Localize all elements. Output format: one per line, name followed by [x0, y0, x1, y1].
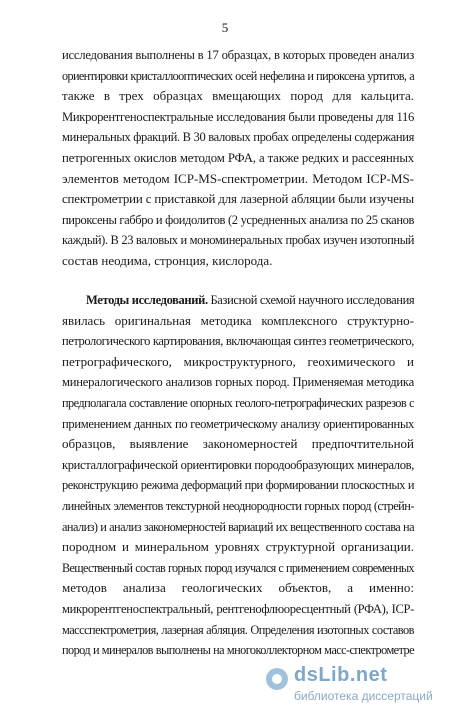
paragraph-1: [62, 45, 414, 272]
paragraph-2: [62, 290, 414, 661]
text-line: предполагала составление опорных геолого-петрографических разрезов с: [62, 395, 414, 410]
text-line-first: [62, 290, 414, 311]
text-line: методов анализа геологических объектов, а именно:: [62, 580, 414, 596]
text-line: Микрорентгеноспектральные исследования были проведены для 116: [62, 109, 414, 124]
text-line: реконструкцию режима деформаций при формировании плоскостных и: [62, 478, 414, 493]
text-line: микрорентгеноспектральный, рентгенофлюоресцентный (РФА), ICP-: [62, 601, 414, 616]
text-line: также в трех образцах вмещающих пород для кальцита.: [62, 88, 414, 104]
text-line: петрологического картирования, включающая синтез геометрического,: [62, 334, 414, 349]
text-line: петрогенных окислов методом РФА, а также редких и рассеянных: [62, 150, 414, 165]
text-line: каждый). В 23 валовых и мономинеральных пробах изучен изотопный: [62, 233, 414, 248]
section-heading: Методы исследований.: [86, 293, 208, 307]
text-line: пироксены габбро и фоидолитов (2 усредненных анализа по 25 сканов: [62, 212, 414, 227]
text-line: Вещественный состав горных пород изучался с применением современных: [62, 560, 414, 575]
text-line: минеральных фракций. В 30 валовых пробах определены содержания: [62, 130, 414, 145]
text-line: явилась оригинальная методика комплексного структурно-: [62, 312, 414, 328]
text-line: петрографического, микроструктурного, геохимического и: [62, 353, 414, 369]
text-line: минералогического анализов горных пород. Применяемая методика: [62, 375, 414, 390]
text-line: применением данных по геометрическому анализу ориентированных: [62, 416, 414, 431]
watermark-brand: dsLib.net: [294, 664, 388, 686]
text-line: массспектрометрия, лазерная абляция. Определения изотопных составов: [62, 622, 414, 637]
text-line-rest: Базисной схемой научного исследования: [210, 293, 415, 307]
logo-icon: [266, 668, 288, 690]
text-line: ориентировки кристаллооптических осей нефелина и пироксена уртитов, а: [62, 68, 414, 83]
text-line: исследования выполнены в 17 образцах, в которых проведен анализ: [62, 48, 414, 62]
text-line: спектрометрии с приставкой для лазерной абляции были изучены: [62, 192, 414, 207]
text-line: анализ) и анализ закономерностей вариаций их вещественного состава на: [62, 519, 414, 534]
watermark-tagline: библиотека диссертаций: [294, 689, 433, 703]
page-number: 5: [221, 20, 229, 35]
watermark: [266, 664, 436, 708]
text-line: элементов методом ICP-MS-спектрометрии. Методом ICP-MS-: [62, 170, 414, 186]
text-line: линейных элементов текстурной неоднородности горных пород (стрейн-: [62, 498, 414, 513]
text-line: кристаллографической ориентировки породообразующих минералов,: [62, 457, 414, 472]
text-line: пород и минералов выполнены на многоколлекторном масс-спектрометре: [62, 643, 414, 658]
text-line: породном и минеральном уровнях структурной организации.: [62, 539, 414, 555]
text-line: образцов, выявление закономерностей предпочтительной: [62, 436, 414, 452]
text-line: состав неодима, стронция, кислорода.: [62, 252, 273, 268]
